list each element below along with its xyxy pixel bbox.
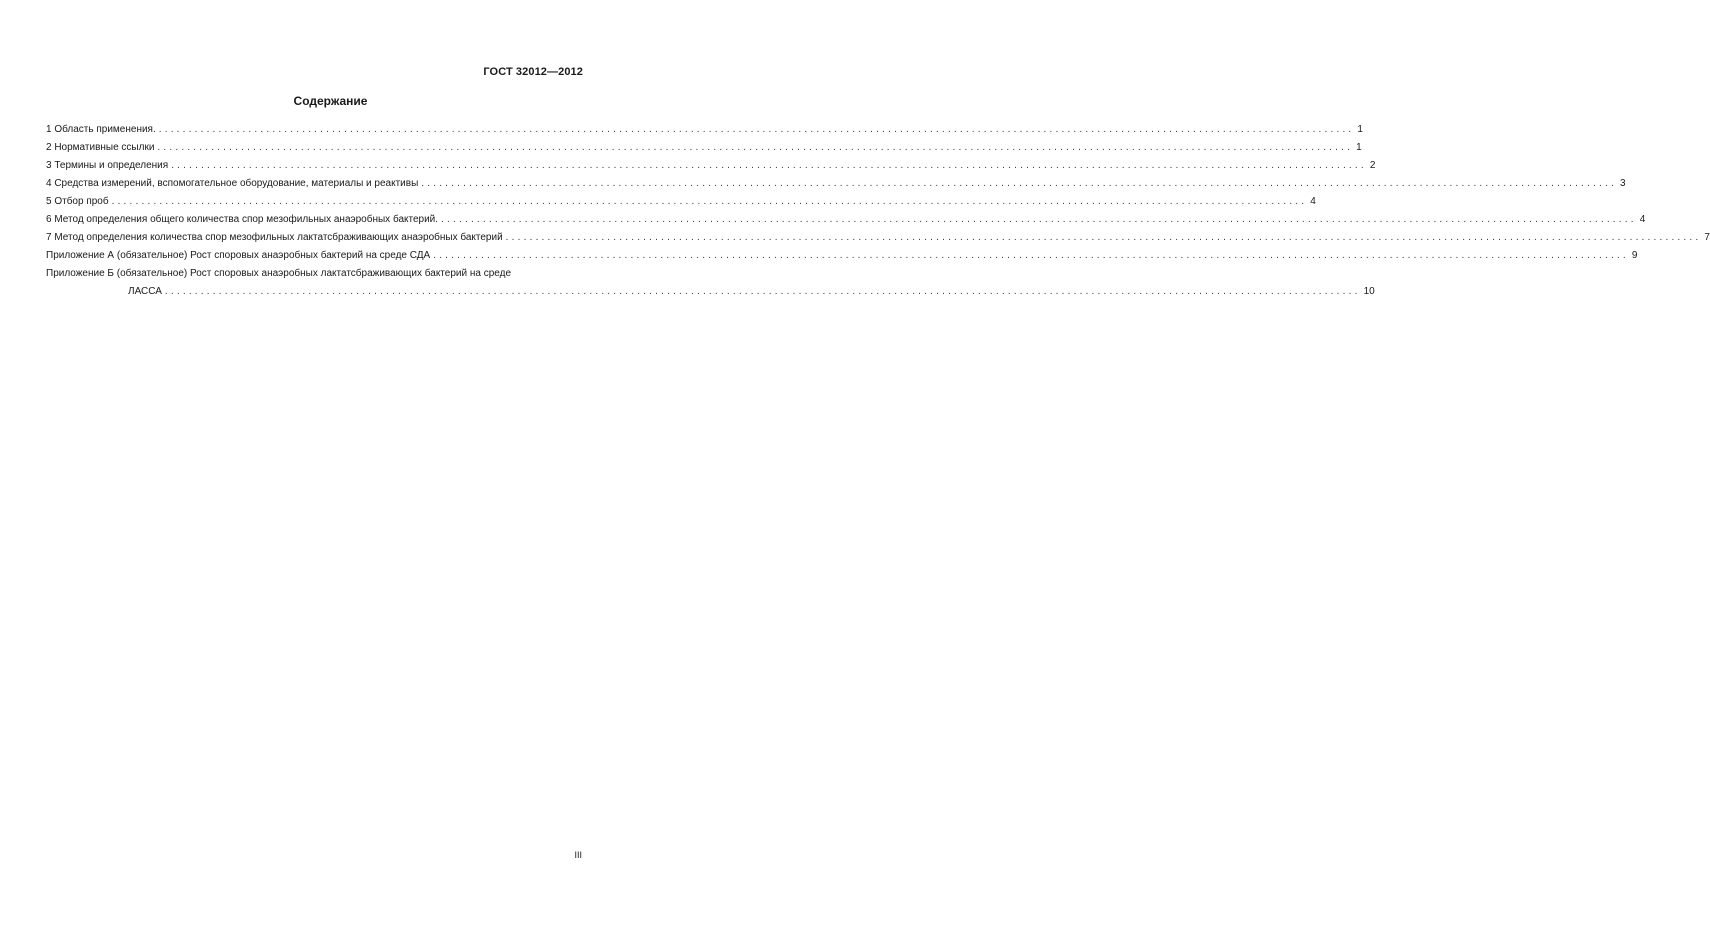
toc-entry-page: 2	[1369, 160, 1376, 171]
toc-entry-label: 6 Метод определения общего количества спор мезофильных анаэробных бактерий.	[46, 214, 439, 225]
toc-entry-appendix-b-continuation[interactable]	[46, 283, 1375, 301]
toc-entry-7[interactable]	[46, 229, 1710, 247]
toc-entry-5[interactable]	[46, 193, 1316, 211]
dot-leader: ........................................................................................................................................................................................................	[421, 178, 1617, 189]
toc-entry-page: 4	[1310, 196, 1316, 207]
dot-leader: ........................................................................................................................................................................................................	[157, 142, 1354, 153]
toc-entry-page: 4	[1639, 214, 1646, 225]
page-number: III	[574, 850, 582, 860]
toc-entry-page: 1	[1357, 124, 1363, 135]
toc-entry-label: 3 Термины и определения	[46, 160, 169, 171]
dot-leader: ........................................................................................................................................................................................................	[158, 124, 1355, 135]
dot-leader: ........................................................................................................................................................................................................	[441, 214, 1637, 225]
toc-entry-page: 9	[1631, 250, 1638, 261]
toc-entry-2[interactable]	[46, 139, 1362, 157]
toc-entry-label-continuation: ЛАССА	[128, 286, 162, 297]
toc-entry-label: 7 Метод определения количества спор мезофильных лактатсбраживающих анаэробных бактерий	[46, 232, 503, 243]
dot-leader: ........................................................................................................................................................................................................	[433, 250, 1629, 261]
toc-entry-label: 1 Область применения.	[46, 124, 156, 135]
toc-entry-label: 4 Средства измерений, вспомогательное оборудование, материалы и реактивы	[46, 178, 419, 189]
toc-entry-label: Приложение Б (обязательное) Рост споровых анаэробных лактатсбраживающих бактерий на среде	[46, 268, 512, 279]
toc-entry-label: 5 Отбор проб	[46, 196, 109, 207]
dot-leader: ........................................................................................................................................................................................................	[164, 286, 1361, 297]
dot-leader: ........................................................................................................................................................................................................	[505, 232, 1702, 243]
toc-entry-label: 2 Нормативные ссылки	[46, 142, 155, 153]
toc-entry-appendix-b[interactable]	[46, 265, 583, 283]
dot-leader: ........................................................................................................................................................................................................	[111, 196, 1308, 207]
toc-title: Содержание	[293, 94, 368, 108]
toc-entry-6[interactable]	[46, 211, 1646, 229]
toc-entry-label: Приложение А (обязательное) Рост споровых анаэробных бактерий на среде СДА	[46, 250, 431, 261]
dot-leader: ........................................................................................................................................................................................................	[171, 160, 1367, 171]
toc-entry-page: 3	[1619, 178, 1626, 189]
toc-entry-1[interactable]	[46, 121, 1363, 139]
toc-entry-4[interactable]	[46, 175, 1626, 193]
toc-entry-appendix-a[interactable]	[46, 247, 1638, 265]
table-of-contents	[46, 121, 1710, 301]
standard-code: ГОСТ 32012—2012	[483, 66, 583, 78]
toc-entry-page: 10	[1363, 286, 1375, 297]
toc-entry-3[interactable]	[46, 157, 1376, 175]
toc-entry-page: 7	[1704, 232, 1710, 243]
toc-entry-page: 1	[1356, 142, 1362, 153]
